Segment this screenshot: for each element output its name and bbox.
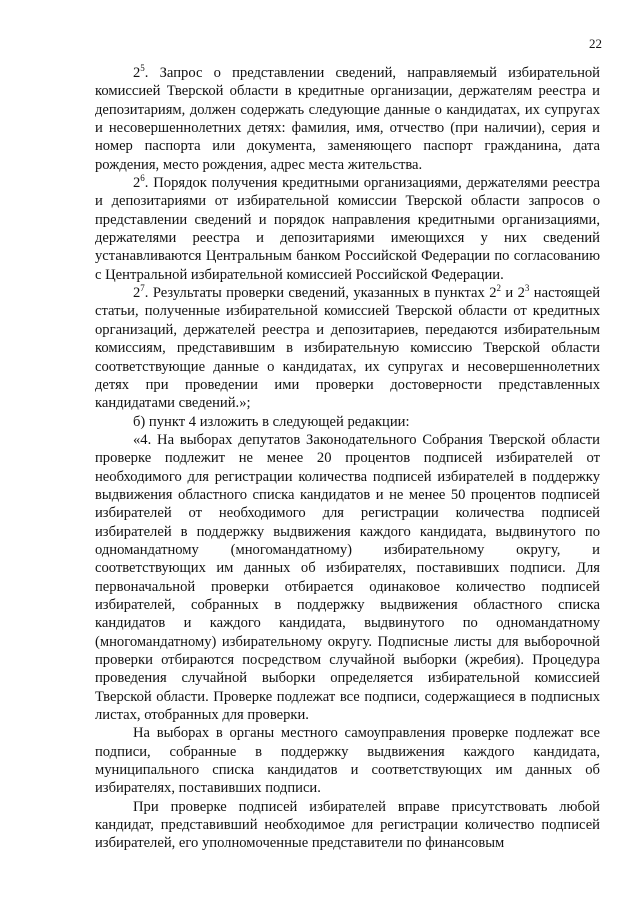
paragraph-2-7 [95,284,600,412]
paragraph-label-number: 2 [133,285,141,302]
paragraph-point-4 [95,431,600,725]
page-number: 22 [589,36,602,51]
paragraph-text-part: настоящей статьи, полученные избирательной комиссией Тверской области от кредитных организаций, держателей реестра и депозитариев, передаются избирательным комиссиям, представившим в избирательную комиссию Тверской области соответствующие данные о кандидатах, их супругах и несовершеннолетних детях при проведении ими проверки достоверности представленных кандидатами сведений.»; [95,285,601,412]
paragraph-label-suffix: . [144,175,149,192]
paragraph-text-part: и 2 [501,285,525,302]
paragraph-local-elections [95,724,600,797]
reference-superscript: 2 [496,283,501,294]
paragraph-label-suffix: . [144,65,149,81]
document-body [95,64,600,853]
paragraph-text: На выборах в органы местного самоуправления проверке подлежат все подписи, собранные в поддержку выдвижения каждого кандидата, муниципального списка кандидатов и соответствующих им данных об избирателях, поставивших подписи. [95,725,600,797]
paragraph-2-5 [95,64,600,174]
paragraph-label-suffix: . [144,285,149,302]
paragraph-observers [95,798,600,853]
paragraph-text: При проверке подписей избирателей вправе присутствовать любой кандидат, представивший необходимое для регистрации количество подписей избирателей, его уполномоченные представители по финансовым [95,798,600,852]
paragraph-text: «4. На выборах депутатов Законодательного Собрания Тверской области проверке подлежит не менее 20 процентов подписей избирателей от необходимого для регистрации количества подписей избирателей в поддержку выдвижения областного списка кандидатов и не менее 50 процентов подписей избирателей от необходимого для регистрации количества подписей избирателей в поддержку выдвижения каждого кандидата, выдвинутого по одномандатному (многомандатному) избирательному округу, и соответствующих им данных об избирателях, поставивших подписи. Для первоначальной проверки отбирается одинаковое количество подписей избирателей, собранных в поддержку выдвижения областного списка кандидатов и каждого кандидата, выдвинутого по одномандатному (многомандатному) избирательному округу. Подписные листы для выборочной проверки отбираются посредством случайной выборки (жребия). Процедура проведения случайной выборки определяется избирательной комиссией Тверской области. Проверке подлежат все подписи, содержащиеся в подписных листах, отобранных для проверки. [95,431,600,724]
paragraph-2-6 [95,174,600,284]
paragraph-text: б) пункт 4 изложить в следующей редакции: [133,413,410,430]
paragraph-item-b [95,413,600,431]
paragraph-label-superscript: 6 [140,173,145,184]
reference-superscript: 3 [524,283,530,294]
paragraph-text: Порядок получения кредитными организациями, держателями реестра и депозитариями от избирательной комиссии Тверской области запросов о представлении сведений и порядок направления кредитными организациями, держателями реестра и депозитариями имеющихся у них сведений устанавливаются Центральным банком Российской Федерации по согласованию с Центральной избирательной комиссией Российской Федерации. [95,175,600,283]
paragraph-label-superscript: 5 [140,63,145,74]
paragraph-label-number: 2 [133,175,141,192]
paragraph-text-part: Результаты проверки сведений, указанных в пунктах 2 [148,285,497,302]
paragraph-text: Запрос о представлении сведений, направляемый избирательной комиссией Тверской области в кредитные организации, держателям реестра и депозитариям, должен содержать следующие данные о кандидатах, их супругах и несовершеннолетних детях: фамилия, имя, отчество (при наличии), серия и номер паспорта или документа, заменяющего паспорт гражданина, дата рождения, место рождения, адрес места жительства. [95,65,600,173]
paragraph-label-number: 2 [133,65,141,81]
paragraph-label-superscript: 7 [140,283,145,294]
